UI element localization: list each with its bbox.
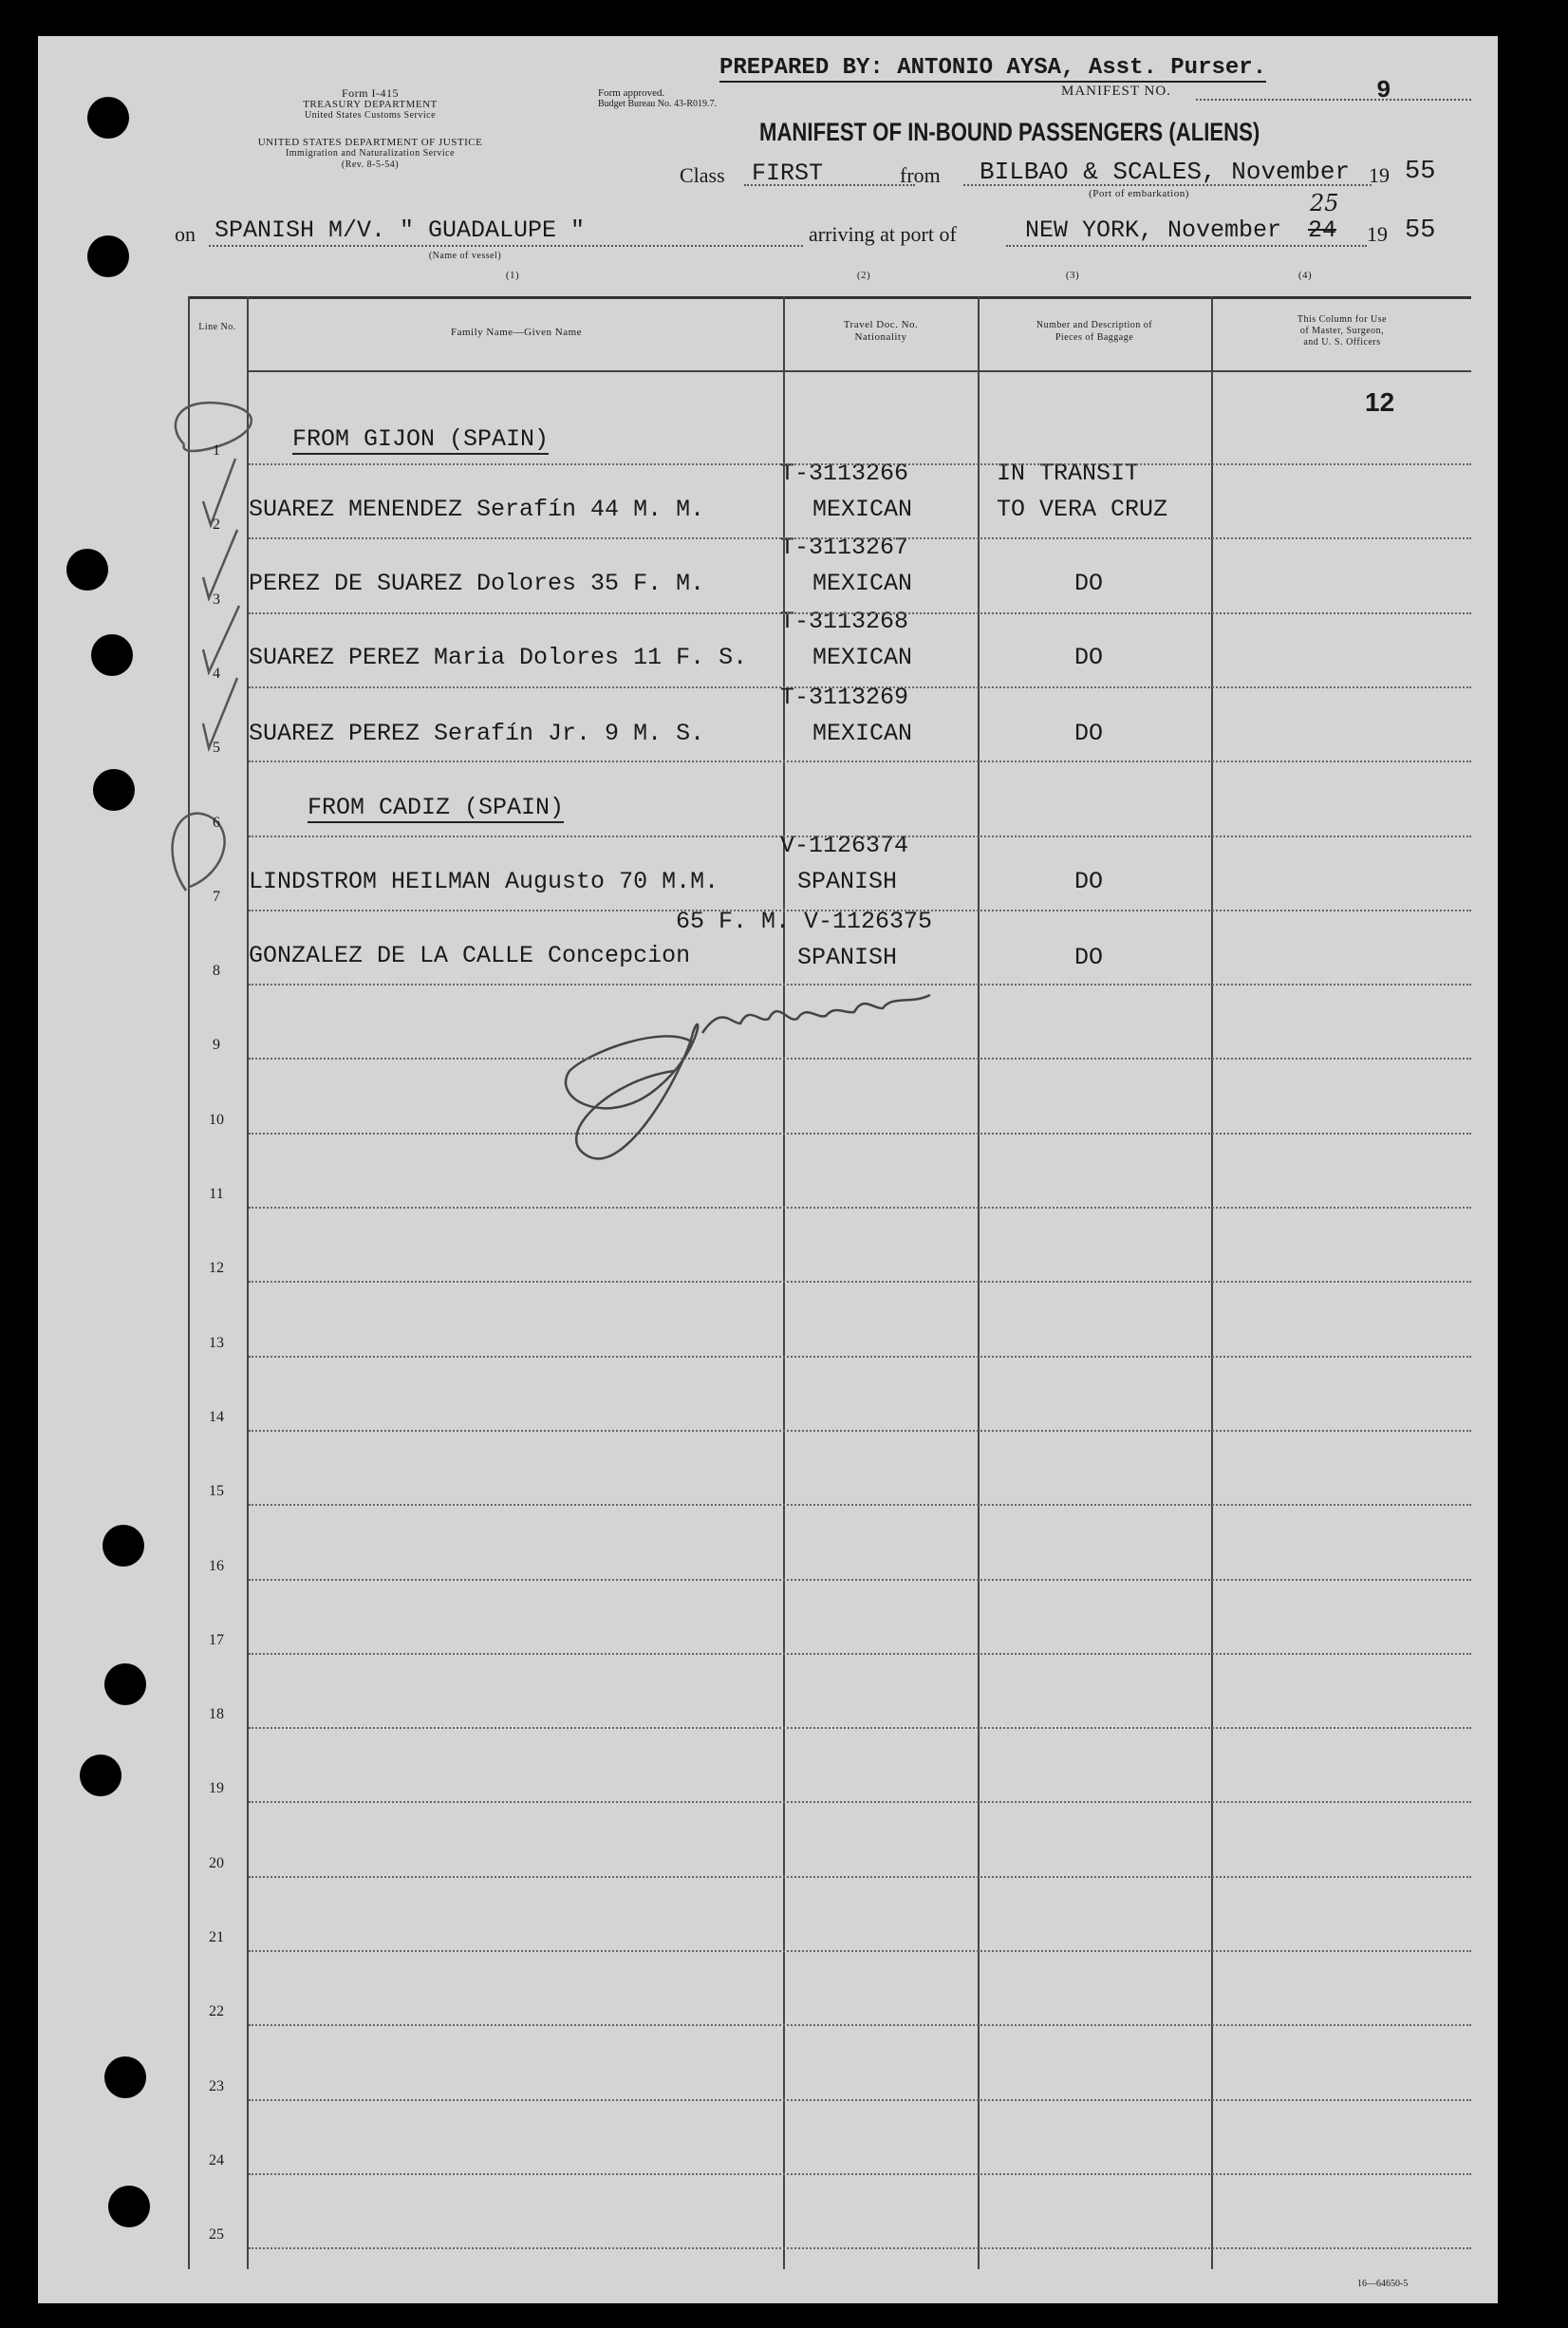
row-5-nationality: MEXICAN	[812, 720, 913, 747]
row-7-baggage: DO	[1074, 868, 1104, 895]
section-heading-cadiz: FROM CADIZ (SPAIN)	[308, 794, 565, 821]
row-rule	[249, 910, 1471, 911]
embark-caption: (Port of embarkation)	[1089, 188, 1189, 199]
table-header-bottom	[247, 370, 1471, 372]
row-rule	[249, 1727, 1471, 1729]
punch-hole	[93, 769, 135, 811]
row-rule	[249, 760, 1471, 762]
row-5-name: SUAREZ PEREZ Serafín Jr. 9 M. S.	[249, 720, 705, 747]
row-2-doc: T-3113266	[780, 460, 909, 487]
line-number: 7	[213, 888, 220, 905]
budget-bureau: Budget Bureau No. 43-R019.7.	[598, 99, 717, 109]
row-2-baggage: TO VERA CRUZ	[997, 496, 1168, 523]
header-baggage: Number and Description of	[1036, 320, 1153, 330]
line-number: 16	[209, 1557, 224, 1574]
from-value: BILBAO & SCALES, November	[980, 158, 1351, 186]
on-label: on	[175, 222, 196, 246]
line-number: 21	[209, 1929, 224, 1945]
row-rule	[249, 1653, 1471, 1655]
line-number: 5	[213, 740, 220, 757]
row-5-baggage: DO	[1074, 720, 1104, 747]
row-8-name: GONZALEZ DE LA CALLE Concepcion	[249, 942, 691, 969]
punch-hole	[80, 1755, 121, 1796]
row-rule	[249, 2024, 1471, 2026]
vessel-name: SPANISH M/V. " GUADALUPE "	[215, 216, 586, 244]
header-nationality: Nationality	[854, 331, 907, 343]
line-number: 24	[209, 2151, 224, 2168]
line-number: 13	[209, 1334, 224, 1351]
departure-year: 55	[1405, 158, 1436, 186]
row-rule	[249, 2247, 1471, 2249]
customs-service: United States Customs Service	[304, 110, 437, 121]
line-number: 3	[213, 591, 220, 608]
row-rule	[249, 1504, 1471, 1506]
punch-hole	[104, 2056, 146, 2098]
line-number: 4	[213, 665, 220, 682]
punch-hole	[103, 1525, 144, 1567]
row-rule	[249, 1058, 1471, 1060]
row-rule	[249, 1950, 1471, 1952]
row-3-baggage: DO	[1074, 570, 1104, 597]
row-rule	[249, 2099, 1471, 2101]
row-2-name: SUAREZ MENENDEZ Serafín 44 M. M.	[249, 496, 705, 523]
section-heading-gijon: FROM GIJON (SPAIN)	[292, 425, 550, 453]
class-value: FIRST	[752, 160, 824, 187]
col-number-4: (4)	[1297, 270, 1313, 281]
row-rule	[249, 2173, 1471, 2175]
row-3-nationality: MEXICAN	[812, 570, 913, 597]
row-rule	[249, 1281, 1471, 1283]
punch-hole	[87, 97, 129, 139]
row-4-doc: T-3113268	[780, 608, 909, 635]
punch-hole	[66, 549, 108, 591]
row-rule	[249, 835, 1471, 837]
punch-hole	[87, 235, 129, 277]
header-travel-doc: Travel Doc. No.	[843, 319, 919, 330]
punch-hole	[91, 634, 133, 676]
row-7-doc: V-1126374	[780, 832, 909, 859]
line-number: 10	[209, 1111, 224, 1128]
row-rule	[249, 537, 1471, 539]
class-line	[744, 184, 915, 186]
row-3-doc: T-3113267	[780, 534, 909, 561]
line-number: 15	[209, 1483, 224, 1500]
line-number: 18	[209, 1706, 224, 1723]
line-number: 20	[209, 1854, 224, 1871]
line-number: 12	[209, 1260, 224, 1277]
punch-hole	[108, 2186, 150, 2227]
row-rule	[249, 1207, 1471, 1209]
line-number: 6	[213, 814, 220, 831]
table-top-border	[188, 296, 1471, 299]
year-prefix-2: 19	[1367, 222, 1388, 246]
line-number: 8	[213, 963, 220, 980]
arriving-label: arriving at port of	[809, 222, 957, 246]
col-number-2: (2)	[856, 270, 871, 281]
manifest-page	[38, 36, 1498, 2303]
treasury-dept: TREASURY DEPARTMENT	[303, 99, 438, 110]
officer-count: 12	[1365, 387, 1395, 417]
header-baggage-2: Pieces of Baggage	[1055, 332, 1134, 343]
col-number-3: (3)	[1065, 270, 1080, 281]
row-rule	[249, 1876, 1471, 1878]
arrival-year: 55	[1405, 216, 1436, 245]
line-number: 23	[209, 2077, 224, 2094]
header-officers-3: and U. S. Officers	[1303, 337, 1381, 347]
row-4-name: SUAREZ PEREZ Maria Dolores 11 F. S.	[249, 644, 748, 671]
form-revision: (Rev. 8-5-54)	[341, 160, 400, 170]
row-rule	[249, 984, 1471, 986]
justice-dept: UNITED STATES DEPARTMENT OF JUSTICE	[257, 137, 483, 148]
form-number: Form I-415	[342, 86, 399, 100]
vessel-line	[209, 245, 803, 247]
form-title: MANIFEST OF IN-BOUND PASSENGERS (ALIENS)	[759, 118, 1260, 146]
class-label: Class	[680, 163, 725, 187]
prepared-by: PREPARED BY: ANTONIO AYSA, Asst. Purser.	[719, 55, 1267, 81]
row-rule	[249, 463, 1471, 465]
line-number: 9	[213, 1037, 220, 1054]
row-rule	[249, 1579, 1471, 1581]
form-approved: Form approved.	[598, 87, 665, 99]
line-number: 22	[209, 2003, 224, 2020]
manifest-no-label: MANIFEST NO.	[1061, 84, 1171, 99]
arrival-day-handwritten: 25	[1310, 190, 1339, 216]
header-officers: This Column for Use	[1297, 314, 1388, 325]
row-rule	[249, 612, 1471, 614]
manifest-no-line	[1196, 99, 1471, 101]
header-name: Family Name—Given Name	[450, 327, 583, 338]
line-number: 11	[209, 1186, 224, 1202]
checkmarks-drawing	[161, 397, 351, 929]
line-number: 17	[209, 1631, 224, 1648]
row-2-nationality: MEXICAN	[812, 496, 913, 523]
row-8-baggage: DO	[1074, 944, 1104, 971]
row-7-nationality: SPANISH	[797, 868, 898, 895]
row-rule	[249, 1356, 1471, 1358]
signature-drawing	[551, 967, 1082, 1213]
row-8-nationality: SPANISH	[797, 944, 898, 971]
row-5-doc: T-3113269	[780, 684, 909, 711]
vessel-caption: (Name of vessel)	[428, 251, 502, 261]
line-number: 14	[209, 1408, 224, 1425]
row-rule	[249, 1801, 1471, 1803]
header-officers-2: of Master, Surgeon,	[1299, 326, 1385, 336]
header-line-no: Line No.	[198, 322, 236, 332]
line-number: 19	[209, 1780, 224, 1797]
manifest-no: 9	[1376, 76, 1391, 104]
row-7-name: LINDSTROM HEILMAN Augusto 70 M.M.	[249, 868, 719, 895]
row-rule	[249, 686, 1471, 688]
punch-hole	[104, 1663, 146, 1705]
from-label: from	[900, 163, 941, 187]
arrival-port: NEW YORK, November	[1025, 216, 1282, 244]
row-3-name: PEREZ DE SUAREZ Dolores 35 F. M.	[249, 570, 705, 597]
arrival-line	[1006, 245, 1367, 247]
row-4-baggage: DO	[1074, 644, 1104, 671]
col-number-1: (1)	[505, 270, 520, 281]
row-rule	[249, 1430, 1471, 1432]
footer-code: 16—64650-5	[1357, 2279, 1409, 2289]
year-prefix: 19	[1369, 163, 1390, 187]
arrival-day-struck: 24	[1308, 216, 1337, 244]
row-2-baggage-top: IN TRANSIT	[997, 460, 1140, 487]
row-8-doc: 65 F. M. V-1126375	[676, 908, 933, 935]
row-4-nationality: MEXICAN	[812, 644, 913, 671]
line-number: 25	[209, 2226, 224, 2244]
row-rule	[249, 1133, 1471, 1135]
ins-service: Immigration and Naturalization Service	[285, 148, 456, 159]
from-line	[963, 184, 1372, 186]
line-number: 1	[213, 442, 220, 459]
line-number: 2	[213, 516, 220, 534]
